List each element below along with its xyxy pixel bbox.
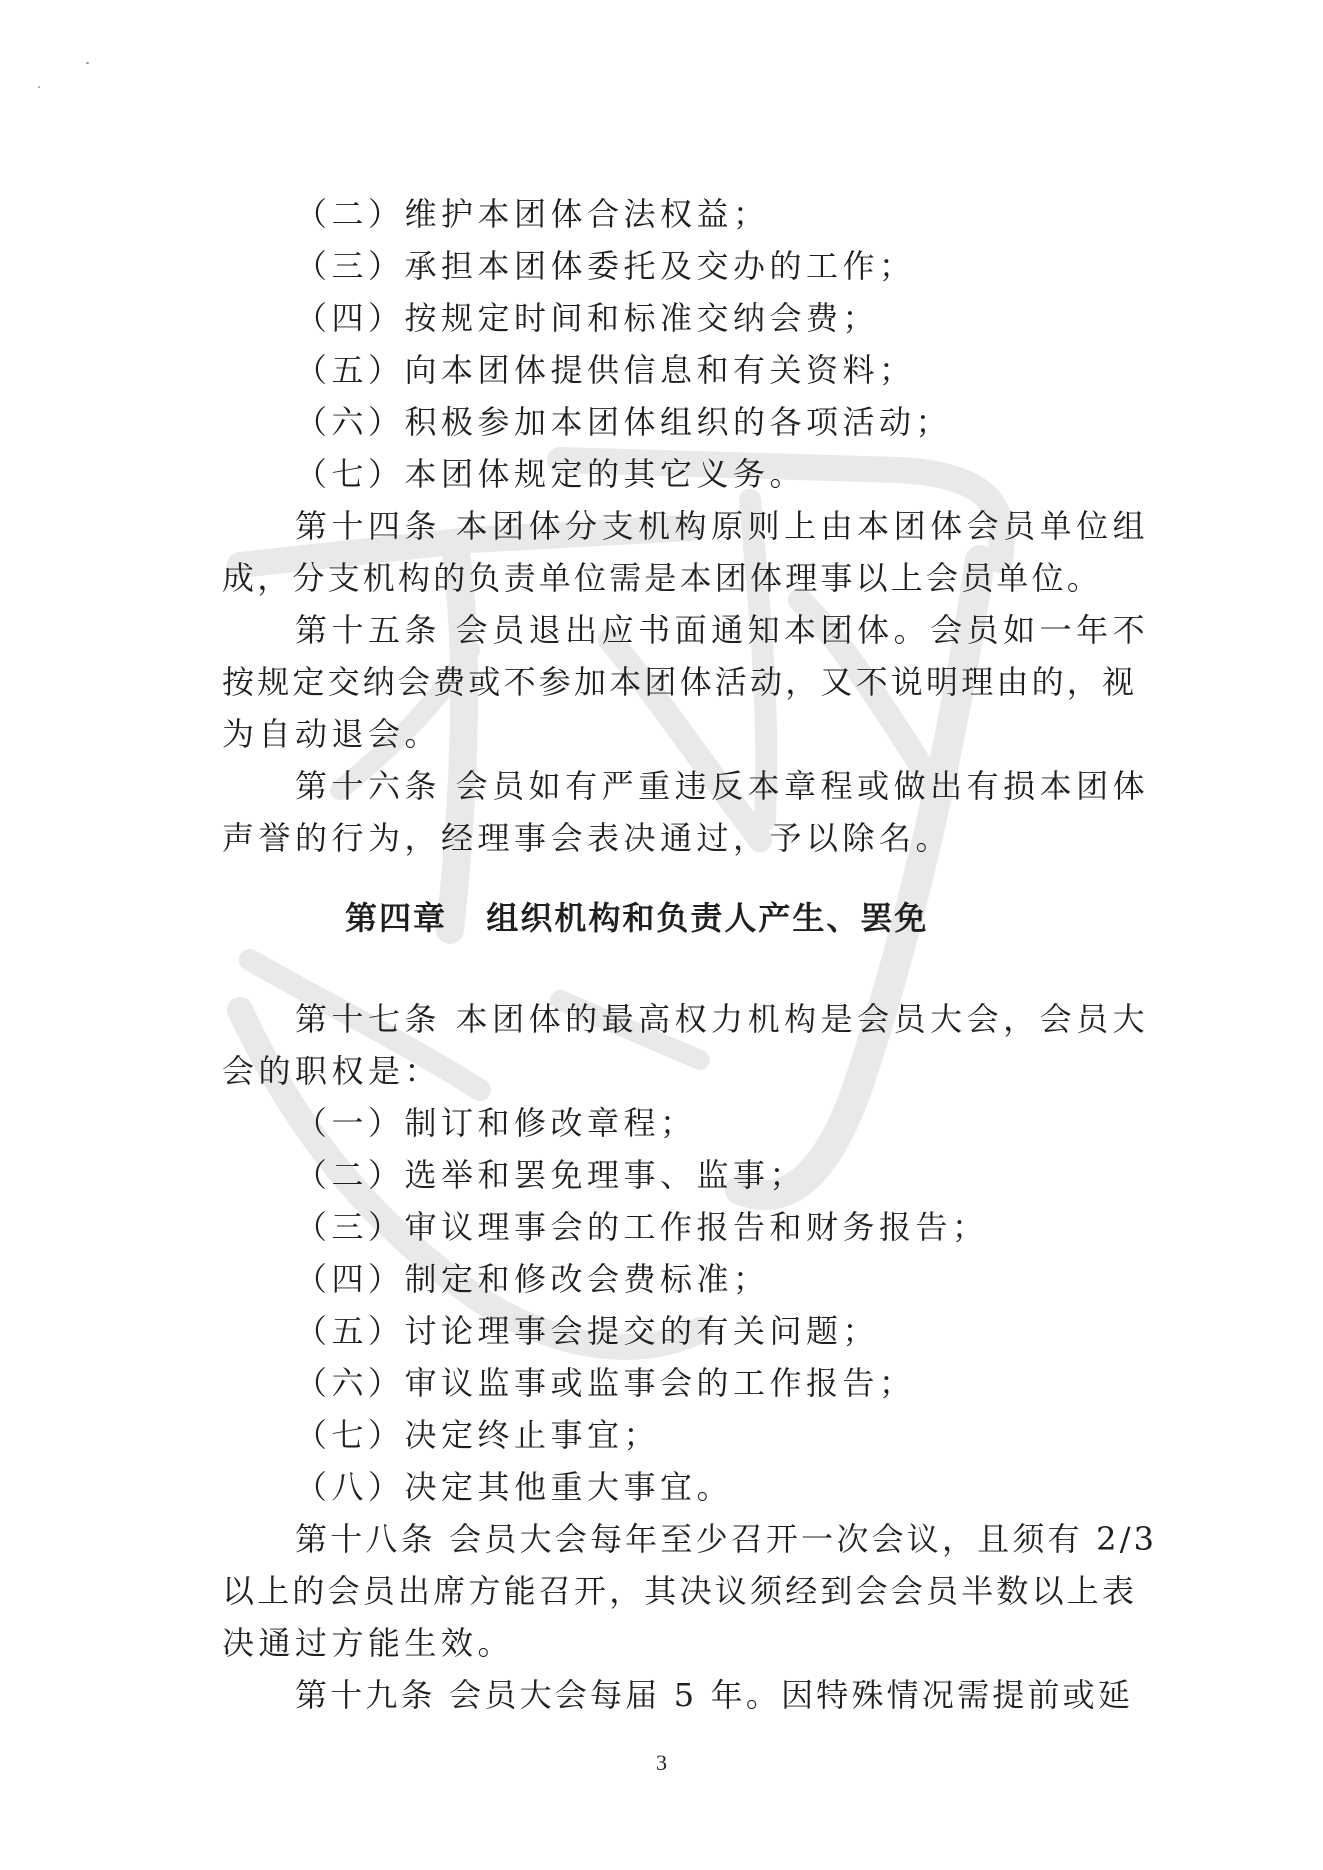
power-item-3: （三）审议理事会的工作报告和财务报告； bbox=[295, 1208, 989, 1246]
power-item-5: （五）讨论理事会提交的有关问题； bbox=[295, 1312, 880, 1350]
article-18-line-1: 第十八条 会员大会每年至少召开一次会议，且须有 2/3 bbox=[295, 1520, 1158, 1558]
power-item-2: （二）选举和罢免理事、监事； bbox=[295, 1156, 807, 1194]
page-number: 3 bbox=[656, 1750, 667, 1775]
article-19-line-1: 第十九条 会员大会每届 5 年。因特殊情况需提前或延 bbox=[295, 1676, 1134, 1714]
article-16-line-1: 第十六条 会员如有严重违反本章程或做出有损本团体 bbox=[295, 767, 1150, 805]
power-item-6: （六）审议监事或监事会的工作报告； bbox=[295, 1364, 916, 1402]
duty-item-3: （三）承担本团体委托及交办的工作； bbox=[295, 247, 916, 285]
article-15-line-1: 第十五条 会员退出应书面通知本团体。会员如一年不 bbox=[295, 611, 1150, 649]
article-18-line-3: 决通过方能生效。 bbox=[222, 1624, 515, 1662]
scan-speck bbox=[38, 86, 40, 88]
article-15-line-2: 按规定交纳会费或不参加本团体活动，又不说明理由的，视 bbox=[222, 663, 1138, 701]
power-item-4: （四）制定和修改会费标准； bbox=[295, 1260, 770, 1298]
article-14-line-1: 第十四条 本团体分支机构原则上由本团体会员单位组 bbox=[295, 507, 1150, 545]
duty-item-4: （四）按规定时间和标准交纳会费； bbox=[295, 299, 880, 337]
article-17-line-1: 第十七条 本团体的最高权力机构是会员大会，会员大 bbox=[295, 1000, 1150, 1038]
duty-item-5: （五）向本团体提供信息和有关资料； bbox=[295, 351, 916, 389]
scan-speck bbox=[86, 62, 89, 64]
duty-item-2: （二）维护本团体合法权益； bbox=[295, 195, 770, 233]
article-15-line-3: 为自动退会。 bbox=[222, 715, 442, 753]
power-item-7: （七）决定终止事宜； bbox=[295, 1416, 661, 1454]
duty-item-7: （七）本团体规定的其它义务。 bbox=[295, 455, 807, 493]
article-17-line-2: 会的职权是： bbox=[222, 1052, 442, 1090]
power-item-1: （一）制订和修改章程； bbox=[295, 1104, 697, 1142]
article-16-line-2: 声誉的行为，经理事会表决通过，予以除名。 bbox=[222, 819, 953, 857]
chapter-heading: 第四章 组织机构和负责人产生、罢免 bbox=[345, 899, 929, 937]
power-item-8: （八）决定其他重大事宜。 bbox=[295, 1468, 734, 1506]
duty-item-6: （六）积极参加本团体组织的各项活动； bbox=[295, 403, 953, 441]
article-18-line-2: 以上的会员出席方能召开，其决议须经到会会员半数以上表 bbox=[222, 1572, 1138, 1610]
article-14-line-2: 成，分支机构的负责单位需是本团体理事以上会员单位。 bbox=[222, 559, 1103, 597]
